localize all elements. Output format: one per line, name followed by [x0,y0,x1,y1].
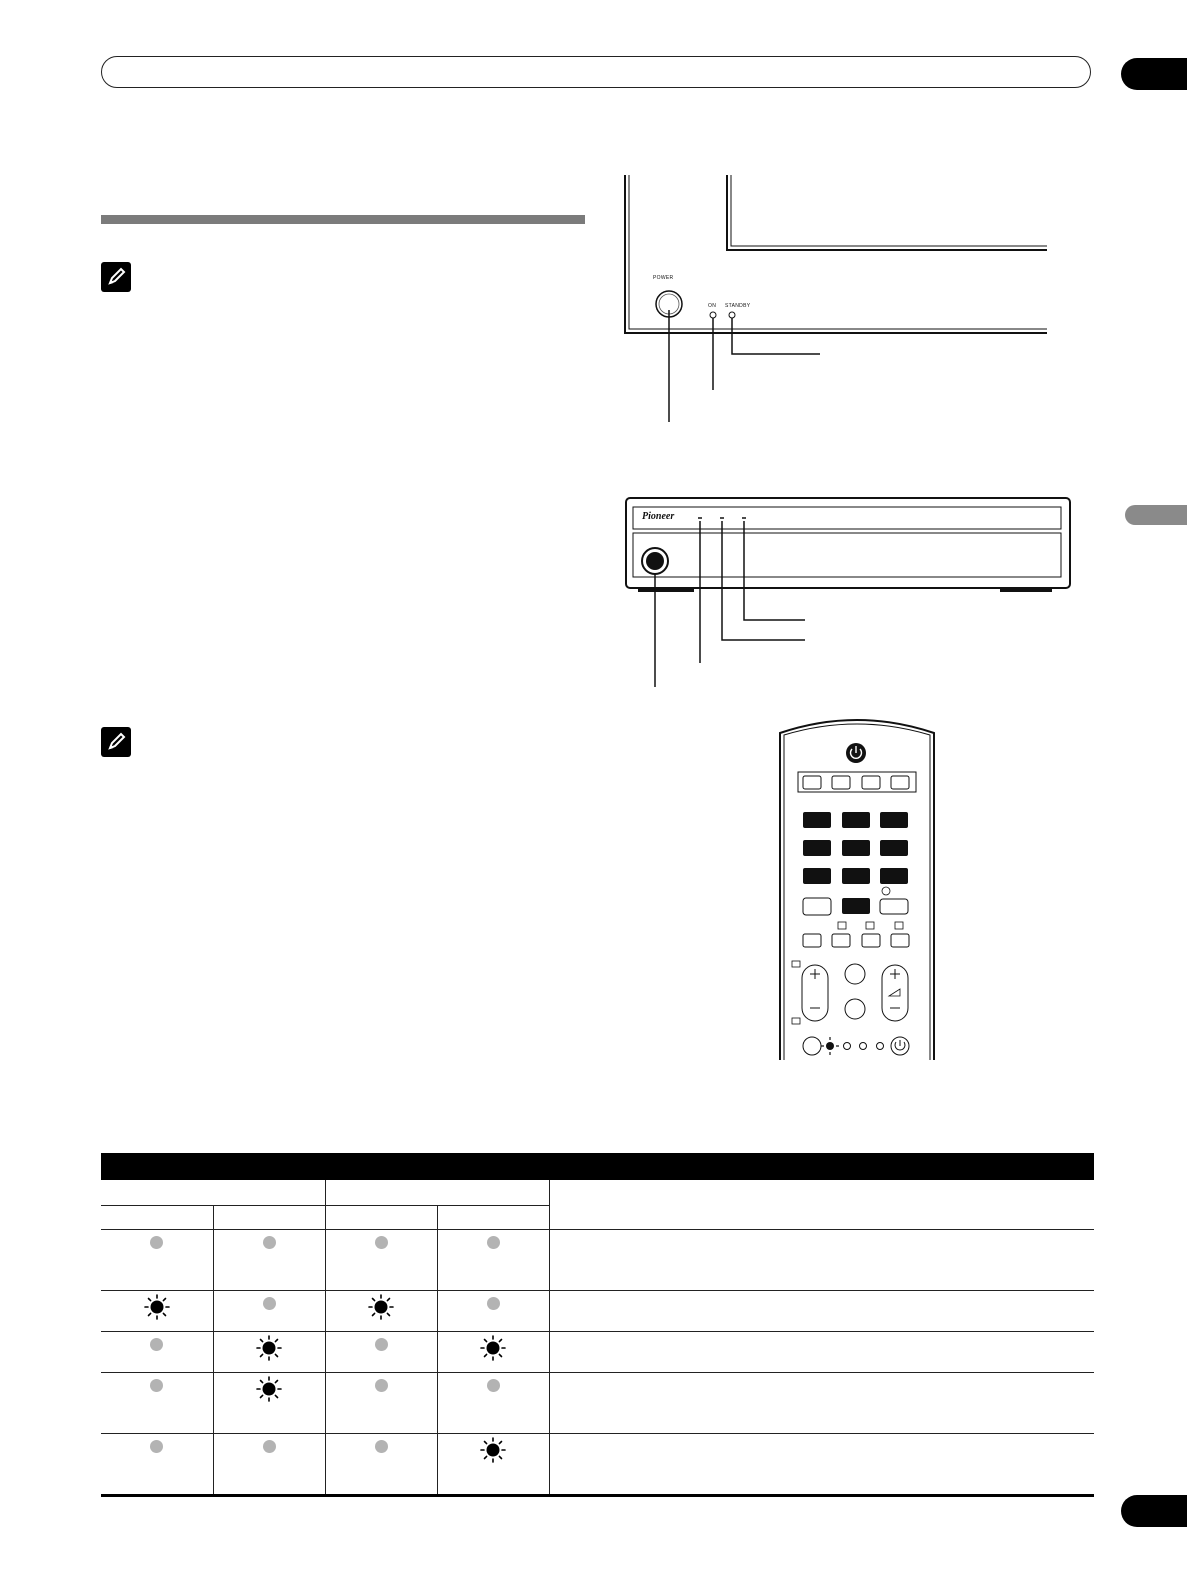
pioneer-logo: Pioneer [642,511,675,522]
led-cell [101,1230,213,1291]
status-description-cell [549,1434,1094,1496]
note-pencil-icon [101,262,131,292]
led-unlit-icon [487,1379,500,1392]
status-description-cell [549,1291,1094,1332]
led-unlit-icon [150,1440,163,1453]
led-cell [325,1373,437,1434]
standby-label: STANDBY [725,303,751,309]
led-unlit-icon [263,1297,276,1310]
led-unlit-icon [263,1236,276,1249]
led-unlit-icon [375,1379,388,1392]
led-lit-icon [256,1376,282,1402]
led-cell [101,1373,213,1434]
led-lit-icon [480,1335,506,1361]
led-cell [213,1291,325,1332]
note-pencil-icon [101,727,131,757]
led-status-table [101,1153,1094,1497]
led-cell [325,1434,437,1496]
led-unlit-icon [487,1297,500,1310]
led-cell [213,1230,325,1291]
chapter-tab [1121,58,1187,90]
led-cell [325,1230,437,1291]
status-description-cell [549,1230,1094,1291]
led-cell [101,1434,213,1496]
section-heading-rule [101,215,585,224]
led-cell [437,1291,549,1332]
led-cell [101,1332,213,1373]
led-cell [325,1332,437,1373]
led-lit-icon [256,1335,282,1361]
section-side-tab [1125,505,1187,525]
remote-control-illustration [776,715,938,1065]
led-unlit-icon [375,1440,388,1453]
table-row [101,1332,1094,1373]
led-cell [325,1291,437,1332]
led-unlit-icon [375,1338,388,1351]
led-unlit-icon [263,1440,276,1453]
led-cell [101,1291,213,1332]
led-lit-icon [368,1294,394,1320]
table-row [101,1373,1094,1434]
table-title-row [101,1153,1094,1180]
media-receiver-illustration [620,495,1080,690]
led-cell [437,1230,549,1291]
led-lit-icon [144,1294,170,1320]
led-cell [437,1434,549,1496]
status-description-cell [549,1332,1094,1373]
table-group-header-row [101,1180,1094,1206]
led-unlit-icon [150,1236,163,1249]
led-cell [213,1332,325,1373]
display-panel-illustration [615,170,1055,430]
status-description-cell [549,1373,1094,1434]
led-cell [437,1332,549,1373]
led-cell [213,1373,325,1434]
led-unlit-icon [150,1379,163,1392]
table-row [101,1230,1094,1291]
led-unlit-icon [487,1236,500,1249]
led-cell [437,1373,549,1434]
led-unlit-icon [375,1236,388,1249]
page-header-bar [101,56,1091,88]
page-number-tab [1121,1495,1187,1527]
led-lit-icon [480,1437,506,1463]
table-row [101,1434,1094,1496]
led-cell [213,1434,325,1496]
led-unlit-icon [150,1338,163,1351]
table-row [101,1291,1094,1332]
power-label: POWER [653,275,674,281]
on-label: ON [708,303,717,309]
